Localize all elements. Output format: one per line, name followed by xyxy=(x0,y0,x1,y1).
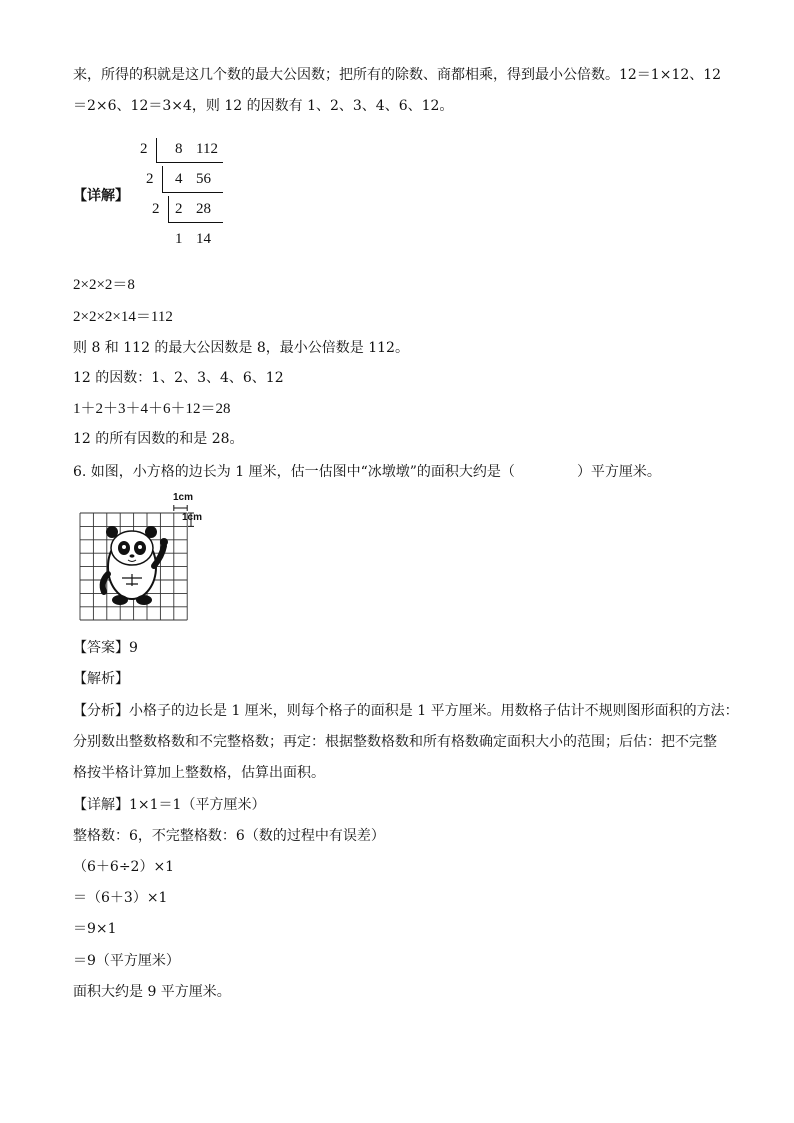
division-bracket-2 xyxy=(162,166,163,192)
intro-line-2: ＝2×6、12＝3×4，则 12 的因数有 1、2、3、4、6、12。 xyxy=(73,98,454,114)
detail-label: 【详解】 xyxy=(73,188,129,204)
detail-step-6: ＝9（平方厘米） xyxy=(73,953,180,969)
equation-gcd: 2×2×2＝8 xyxy=(73,277,135,293)
analysis-label: 【解析】 xyxy=(73,671,129,687)
division-value-1b: 112 xyxy=(196,141,218,157)
detail-step-4: ＝（6＋3）×1 xyxy=(73,890,168,906)
question-6-stem-start: 6. 如图，小方格的边长为 1 厘米，估一估图中“冰墩墩”的面积大约是（ xyxy=(73,464,515,480)
division-result-b: 14 xyxy=(196,231,211,247)
analysis-text-3: 格按半格计算加上整数格，估算出面积。 xyxy=(73,765,325,781)
unit-label-top: 1cm xyxy=(173,492,194,503)
question-6-stem xyxy=(73,462,661,482)
equation-lcm: 2×2×2×14＝112 xyxy=(73,309,173,325)
division-divisor-3: 2 xyxy=(152,201,160,217)
division-value-3b: 28 xyxy=(196,201,211,217)
factor-sum-conclusion: 12 的所有因数的和是 28。 xyxy=(73,431,244,447)
question-6-stem-end: ）平方厘米。 xyxy=(576,464,661,480)
division-value-2b: 56 xyxy=(196,171,211,187)
answer-line: 【答案】9 xyxy=(73,640,138,656)
bing-dwen-dwen-grid-figure xyxy=(76,492,216,622)
detail-step-5: ＝9×1 xyxy=(73,921,117,937)
area-conclusion: 面积大约是 9 平方厘米。 xyxy=(73,984,231,1000)
division-rule-3 xyxy=(168,222,223,223)
factors-of-12: 12 的因数：1、2、3、4、6、12 xyxy=(73,370,284,386)
detail-step-1: 【详解】1×1＝1（平方厘米） xyxy=(73,797,266,813)
division-rule-1 xyxy=(156,162,223,163)
intro-line-1: 来，所得的积就是这几个数的最大公因数；把所有的除数、商都相乘，得到最小公倍数。12＝1×12、12 xyxy=(73,67,722,83)
division-divisor-2: 2 xyxy=(146,171,154,187)
short-division-diagram xyxy=(138,136,238,256)
division-result-a: 1 xyxy=(175,231,183,247)
division-value-1a: 8 xyxy=(175,141,183,157)
division-divisor-1: 2 xyxy=(140,141,148,157)
analysis-text-1: 【分析】小格子的边长是 1 厘米，则每个格子的面积是 1 平方厘米。用数格子估计不规则图形面积的方法： xyxy=(73,703,739,719)
division-rule-2 xyxy=(162,192,223,193)
factor-sum-equation: 1＋2＋3＋4＋6＋12＝28 xyxy=(73,401,231,417)
division-value-2a: 4 xyxy=(175,171,183,187)
unit-label-right: 1cm xyxy=(182,512,203,523)
detail-step-3: （6＋6÷2）×1 xyxy=(73,859,175,875)
detail-step-2: 整格数：6，不完整格数：6（数的过程中有误差） xyxy=(73,828,385,844)
division-bracket-3 xyxy=(168,196,169,222)
analysis-text-2: 分别数出整数格数和不完整格数；再定：根据整数格数和所有格数确定面积大小的范围；后估：把不完整 xyxy=(73,734,717,750)
gcd-lcm-conclusion: 则 8 和 112 的最大公因数是 8，最小公倍数是 112。 xyxy=(73,340,409,356)
division-value-3a: 2 xyxy=(175,201,183,217)
division-bracket-1 xyxy=(156,138,157,162)
